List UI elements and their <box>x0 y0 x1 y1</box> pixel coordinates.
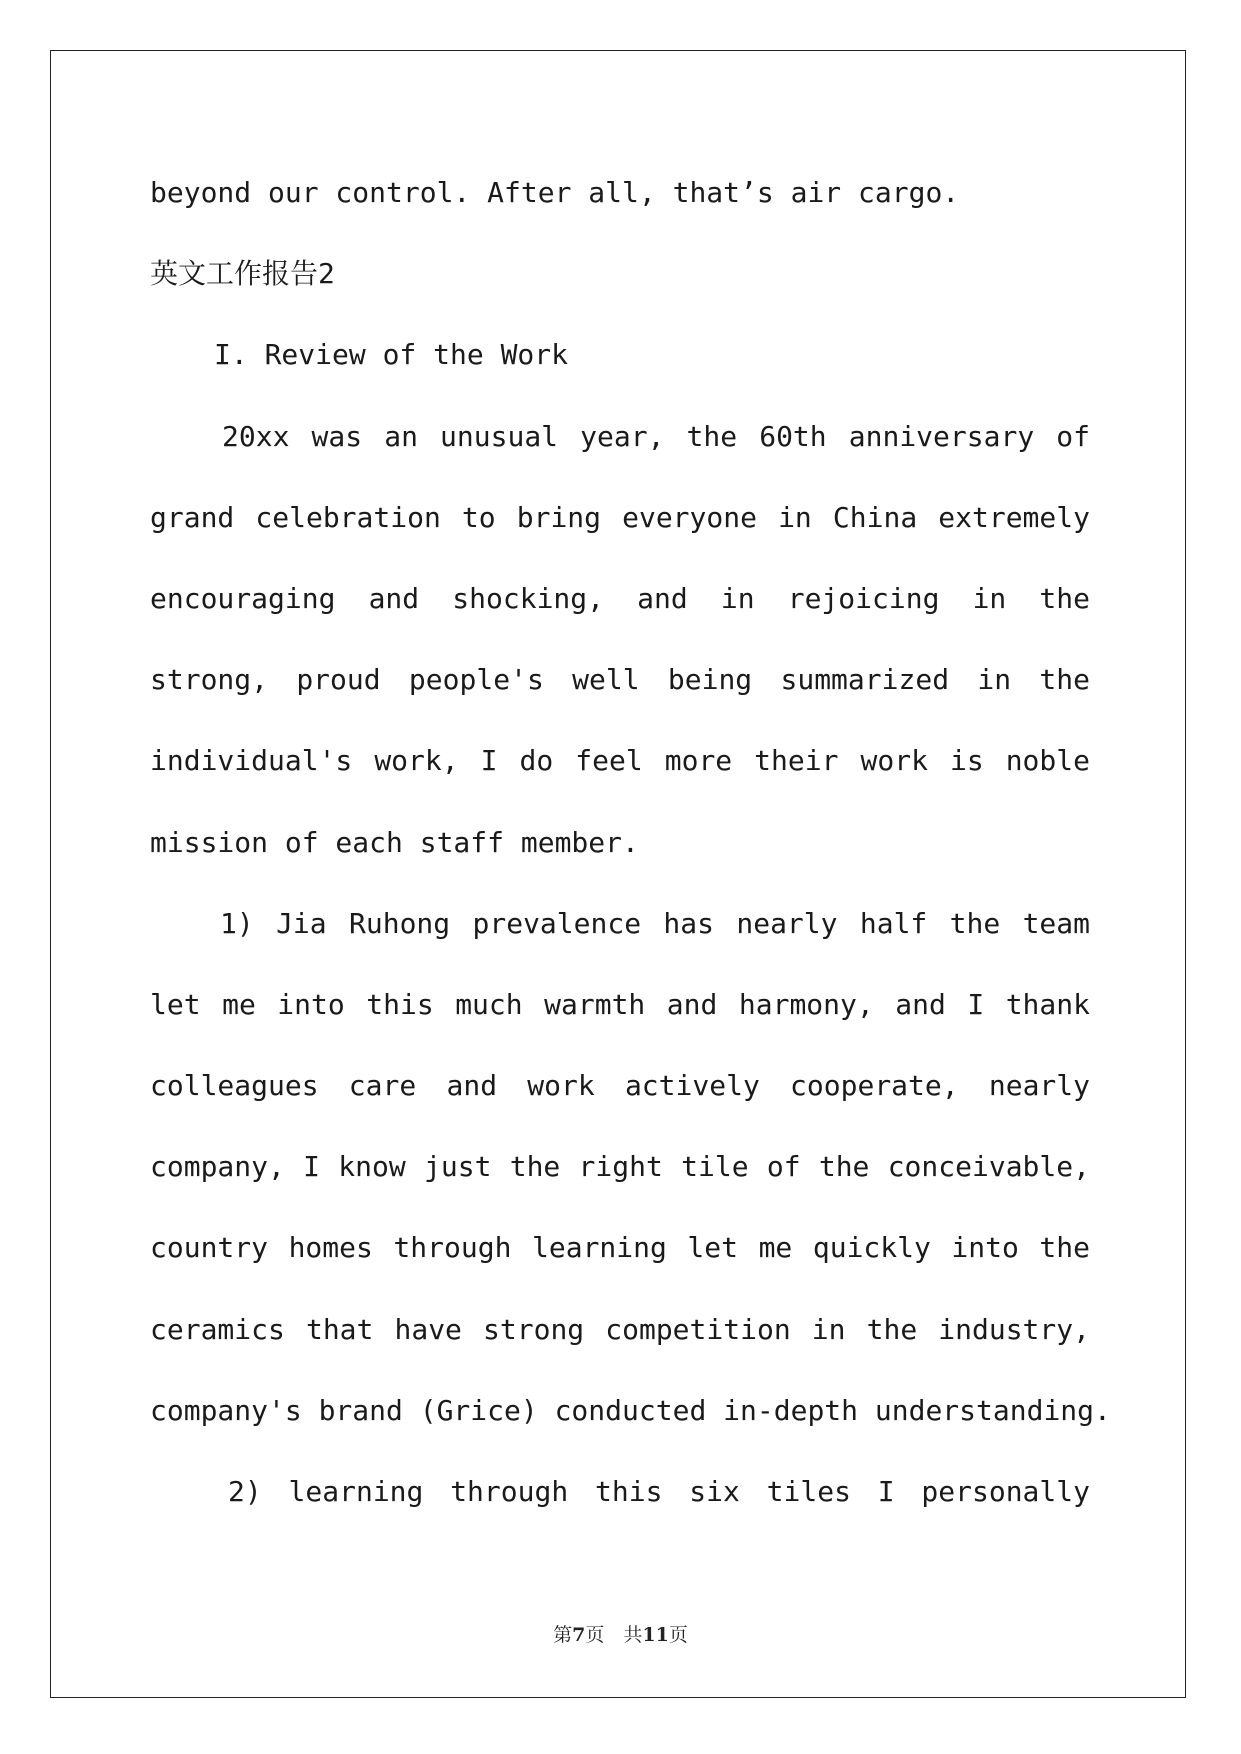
text-line: country homes through learning let me quickly into the <box>150 1231 1090 1265</box>
text-line: 1) Jia Ruhong prevalence has nearly half the team <box>220 906 1090 940</box>
footer-prefix: 第 <box>553 1624 573 1646</box>
text-line: mission of each staff member. <box>150 825 639 859</box>
footer-middle: 页 共 <box>585 1624 643 1646</box>
text-line: grand celebration to bring everyone in China extremely <box>150 500 1090 534</box>
text-line: encouraging and shocking, and in rejoicing in the <box>150 581 1090 615</box>
section-heading: 英文工作报告2 <box>150 257 335 291</box>
text-line: 20xx was an unusual year, the 60th anniversary of <box>222 419 1090 453</box>
page-number: 7 <box>572 1624 586 1646</box>
page-total: 11 <box>642 1624 669 1646</box>
subsection-heading: I. Review of the Work <box>214 338 569 372</box>
page-footer <box>0 1620 1241 1647</box>
document-body <box>150 152 1111 1532</box>
text-line: ceramics that have strong competition in the industry, <box>150 1312 1090 1346</box>
text-line: beyond our control. After all, that’s air cargo. <box>150 176 960 209</box>
text-line: strong, proud people's well being summarized in the <box>150 663 1090 697</box>
text-line: individual's work, I do feel more their work is noble <box>150 744 1090 778</box>
text-line: company, I know just the right tile of the conceivable, <box>150 1150 1090 1184</box>
footer-suffix: 页 <box>668 1624 688 1646</box>
text-line: colleagues care and work actively cooperate, nearly <box>150 1069 1090 1103</box>
text-line: 2) learning through this six tiles I personally <box>228 1475 1090 1508</box>
text-line: company's brand (Grice) conducted in-depth understanding. <box>150 1393 1111 1427</box>
text-line: let me into this much warmth and harmony, and I thank <box>150 987 1090 1021</box>
